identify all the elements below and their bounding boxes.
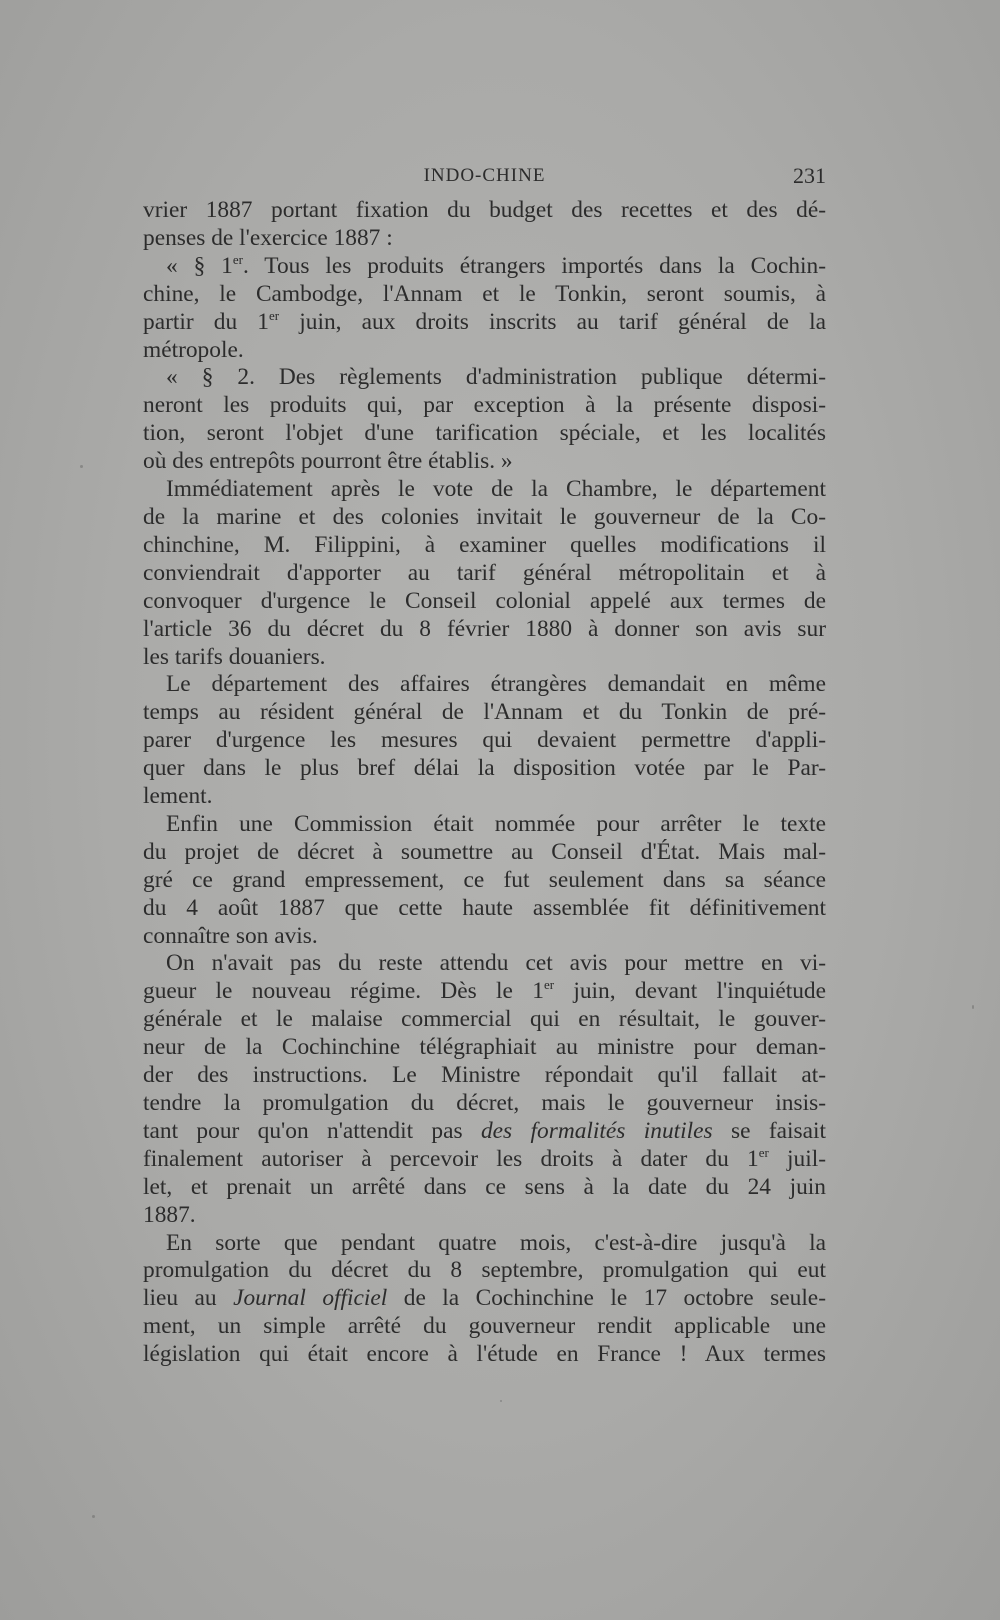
text-line: partir du 1er juin, aux droits inscrits au tarif général de la (143, 307, 826, 335)
text-line: où des entrepôts pourront être établis. » (143, 448, 513, 475)
text-line: du 4 août 1887 que cette haute assemblée fit définitivement (143, 894, 826, 921)
paper-speck (500, 1400, 502, 1402)
text-line: de la marine et des colonies invitait le gouverneur de la Co- (143, 503, 826, 530)
text-line: parer d'urgence les mesures qui devaient permettre d'appli- (143, 727, 826, 754)
text-line: Le département des affaires étrangères demandait en même (166, 671, 826, 698)
text-line: chinchine, M. Filippini, à examiner quelles modifications il (143, 531, 826, 558)
text-line: finalement autoriser à percevoir les droits à dater du 1er juil- (143, 1144, 826, 1172)
text-line: 1887. (143, 1201, 196, 1228)
text-line: législation qui était encore à l'étude en France ! Aux termes (143, 1341, 826, 1368)
text-line: lement. (143, 783, 213, 810)
text-line: promulgation du décret du 8 septembre, promulgation qui eut (143, 1257, 826, 1284)
page-header (143, 165, 826, 189)
text-line: En sorte que pendant quatre mois, c'est-à-dire jusqu'à la (166, 1229, 826, 1256)
text-line: neront les produits qui, par exception à la présente disposi- (143, 392, 826, 419)
text-line: ment, un simple arrêté du gouverneur rendit applicable une (143, 1313, 826, 1340)
paper-speck (92, 1515, 95, 1518)
text-line: générale et le malaise commercial qui en résultait, le gouver- (143, 1006, 826, 1033)
running-head: INDO-CHINE (423, 165, 546, 186)
text-line: neur de la Cochinchine télégraphiait au ministre pour deman- (143, 1034, 826, 1061)
text-line: penses de l'exercice 1887 : (143, 224, 393, 251)
text-line: quer dans le plus bref délai la disposition votée par le Par- (143, 755, 826, 782)
text-line: lieu au Journal officiel de la Cochinchine le 17 octobre seule- (143, 1285, 826, 1312)
text-line: chine, le Cambodge, l'Annam et le Tonkin, seront soumis, à (143, 280, 826, 307)
paper-speck (80, 465, 83, 468)
text-line: tendre la promulgation du décret, mais le gouverneur insis- (143, 1090, 826, 1116)
body-text (143, 197, 826, 1369)
text-line: temps au résident général de l'Annam et du Tonkin de pré- (143, 699, 826, 726)
text-line: vrier 1887 portant fixation du budget des recettes et des dé- (143, 197, 826, 223)
page-number: 231 (793, 163, 826, 188)
text-line: les tarifs douaniers. (143, 643, 326, 670)
text-line: connaître son avis. (143, 922, 318, 949)
text-line: « § 2. Des règlements d'administration publique détermi- (166, 364, 826, 391)
paper-speck (972, 1005, 974, 1009)
text-line: tion, seront l'objet d'une tarification spéciale, et les localités (143, 420, 826, 447)
text-line: convoquer d'urgence le Conseil colonial appelé aux termes de (143, 587, 826, 614)
text-line: métropole. (143, 336, 244, 363)
text-line: Enfin une Commission était nommée pour arrêter le texte (166, 810, 826, 837)
text-line: gueur le nouveau régime. Dès le 1er juin, devant l'inquiétude (143, 977, 826, 1005)
text-line: let, et prenait un arrêté dans ce sens à la date du 24 juin (143, 1173, 826, 1200)
text-line: l'article 36 du décret du 8 février 1880 à donner son avis sur (143, 615, 826, 642)
text-line: der des instructions. Le Ministre répondait qu'il fallait at- (143, 1062, 826, 1089)
text-line: conviendrait d'apporter au tarif général métropolitain et à (143, 559, 826, 586)
text-line: On n'avait pas du reste attendu cet avis pour mettre en vi- (166, 950, 826, 977)
text-line: Immédiatement après le vote de la Chambre, le département (166, 476, 826, 503)
text-line: gré ce grand empressement, ce fut seulement dans sa séance (143, 866, 826, 893)
text-line: du projet de décret à soumettre au Conseil d'État. Mais mal- (143, 838, 826, 865)
text-line: « § 1er. Tous les produits étrangers importés dans la Cochin- (166, 251, 827, 279)
text-line: tant pour qu'on n'attendit pas des formalités inutiles se faisait (143, 1117, 826, 1144)
